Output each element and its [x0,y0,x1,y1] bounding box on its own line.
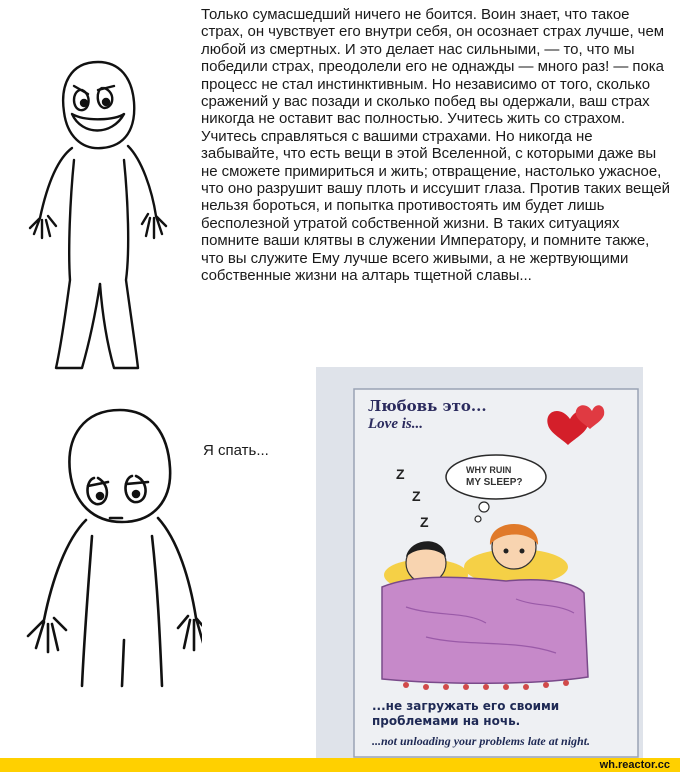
svg-text:Z: Z [420,514,429,530]
svg-text:Z: Z [412,488,421,504]
sleepy-stick-figure [12,400,202,700]
sleep-caption: Я спать... [203,442,269,459]
smiling-stick-figure [20,50,180,380]
svg-text:Z: Z [396,466,405,482]
card-caption-ru: ...не загружать его своими проблемами на ночь. [372,699,560,728]
site-watermark[interactable]: wh.reactor.cc [599,759,670,771]
card-title-en: Love is... [368,416,423,432]
love-is-card [316,367,643,758]
svg-text:MY SLEEP?: MY SLEEP? [466,477,523,488]
card-title-ru: Любовь это... [368,397,487,415]
main-paragraph: Только сумасшедший ничего не боится. Воин знает, что такое страх, он чувствует его внутри себя, он осознает страх лучше, чем любой из смертных. И это делает нас сильными, — то, что мы победили страх, преодолели его не однажды — много раз! — пока процесс не стал инстинктивным. Но независимо от того, сколько сражений у вас позади и сколько побед вы одержали, ваш страх никогда не оставит вас полностью. Учитесь жить со страхом. Учитесь справляться с вашими страхами. Но никогда не забывайте, что есть вещи в этой Вселенной, с которыми даже вы не сможете примириться и жить; отвращение, настолько ужасное, что оно разрушит вашу плоть и иссушит глаза. Против таких вещей нельзя бороться, и попытка противостоять им будет лишь бесполезной утратой собственной жизни. В таких ситуациях помните ваши клятвы в служении Императору, и помните также, что вы служите Ему лучше всего живыми, а не жертвующими собственные жизни на алтарь тщетной славы... [201,6,670,285]
svg-text:WHY RUIN: WHY RUIN [466,465,512,475]
watermark-bar [0,758,680,772]
card-caption-en: ...not unloading your problems late at night. [372,734,591,748]
